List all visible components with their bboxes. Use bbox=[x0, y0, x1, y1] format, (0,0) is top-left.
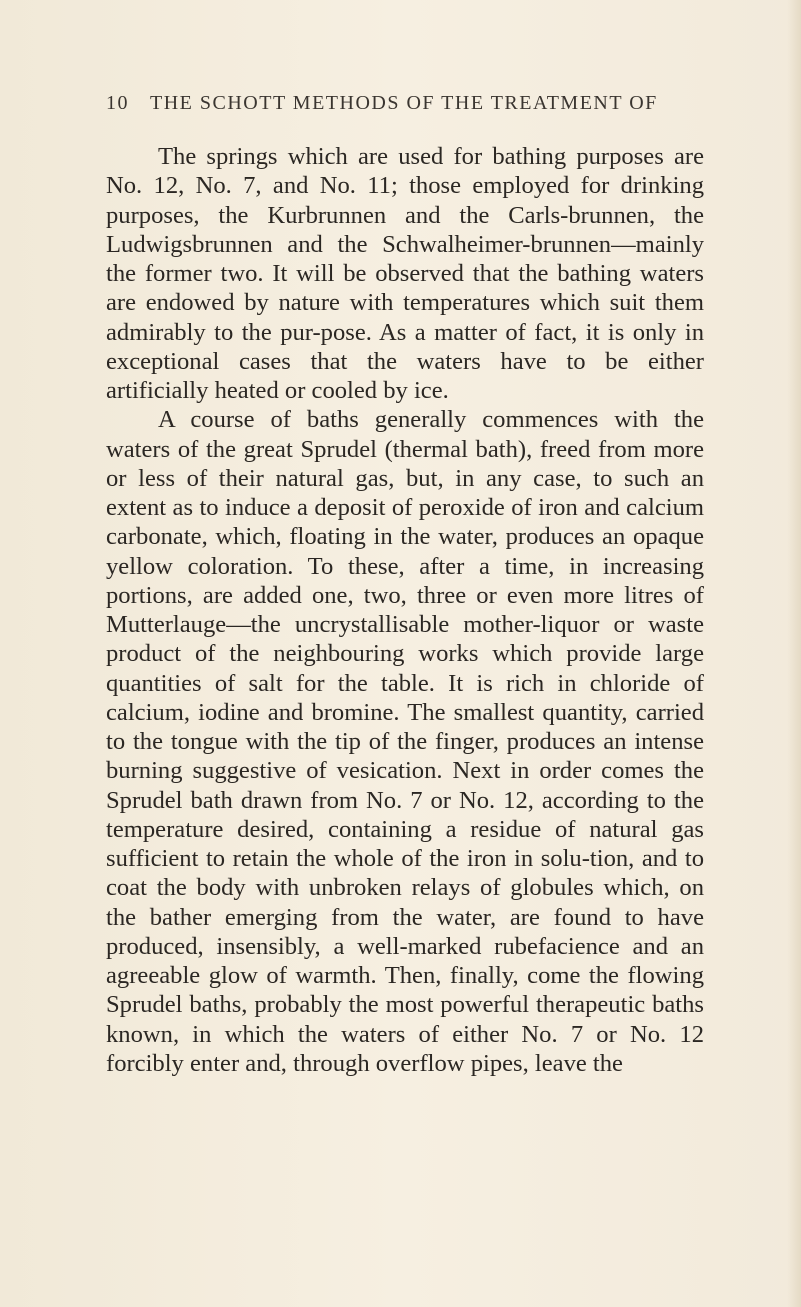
page-number: 10 bbox=[106, 92, 129, 114]
running-head bbox=[106, 92, 686, 122]
body-text bbox=[106, 142, 704, 1078]
paragraph-springs: The springs which are used for bathing purposes are No. 12, No. 7, and No. 11; those employed for drinking purposes, the Kurbrunnen and the Carls-brunnen, the Ludwigsbrunnen and the Schwalheimer-brunnen—mainly the former two. It will be observed that the bathing waters are endowed by nature with temperatures which suit them admirably to the pur-pose. As a matter of fact, it is only in exceptional cases that the waters have to be either artificially heated or cooled by ice. bbox=[106, 143, 704, 404]
paragraph-course-of-baths: A course of baths generally commences with the waters of the great Sprudel (thermal bath), freed from more or less of their natural gas, but, in any case, to such an extent as to induce a deposit of peroxide of iron and calcium carbonate, which, floating in the water, produces an opaque yellow coloration. To these, after a time, in increasing portions, are added one, two, three or even more litres of Mutterlauge—the uncrystallisable mother-liquor or waste product of the neighbouring works which provide large quantities of salt for the table. It is rich in chloride of calcium, iodine and bromine. The smallest quantity, carried to the tongue with the tip of the finger, produces an intense burning suggestive of vesication. Next in order comes the Sprudel bath drawn from No. 7 or No. 12, according to the temperature desired, containing a residue of natural gas sufficient to retain the whole of the iron in solu-tion, and to coat the body with unbroken relays of globules which, on the bather emerging from the water, are found to have produced, insensibly, a well-marked rubefacience and an agreeable glow of warmth. Then, finally, come the flowing Sprudel baths, probably the most powerful therapeutic baths known, in which the waters of either No. 7 or No. 12 forcibly enter and, through overflow pipes, leave the bbox=[106, 406, 704, 1077]
page-edge-shadow bbox=[787, 0, 801, 1307]
running-head-title: THE SCHOTT METHODS OF THE TREATMENT OF bbox=[150, 92, 658, 114]
